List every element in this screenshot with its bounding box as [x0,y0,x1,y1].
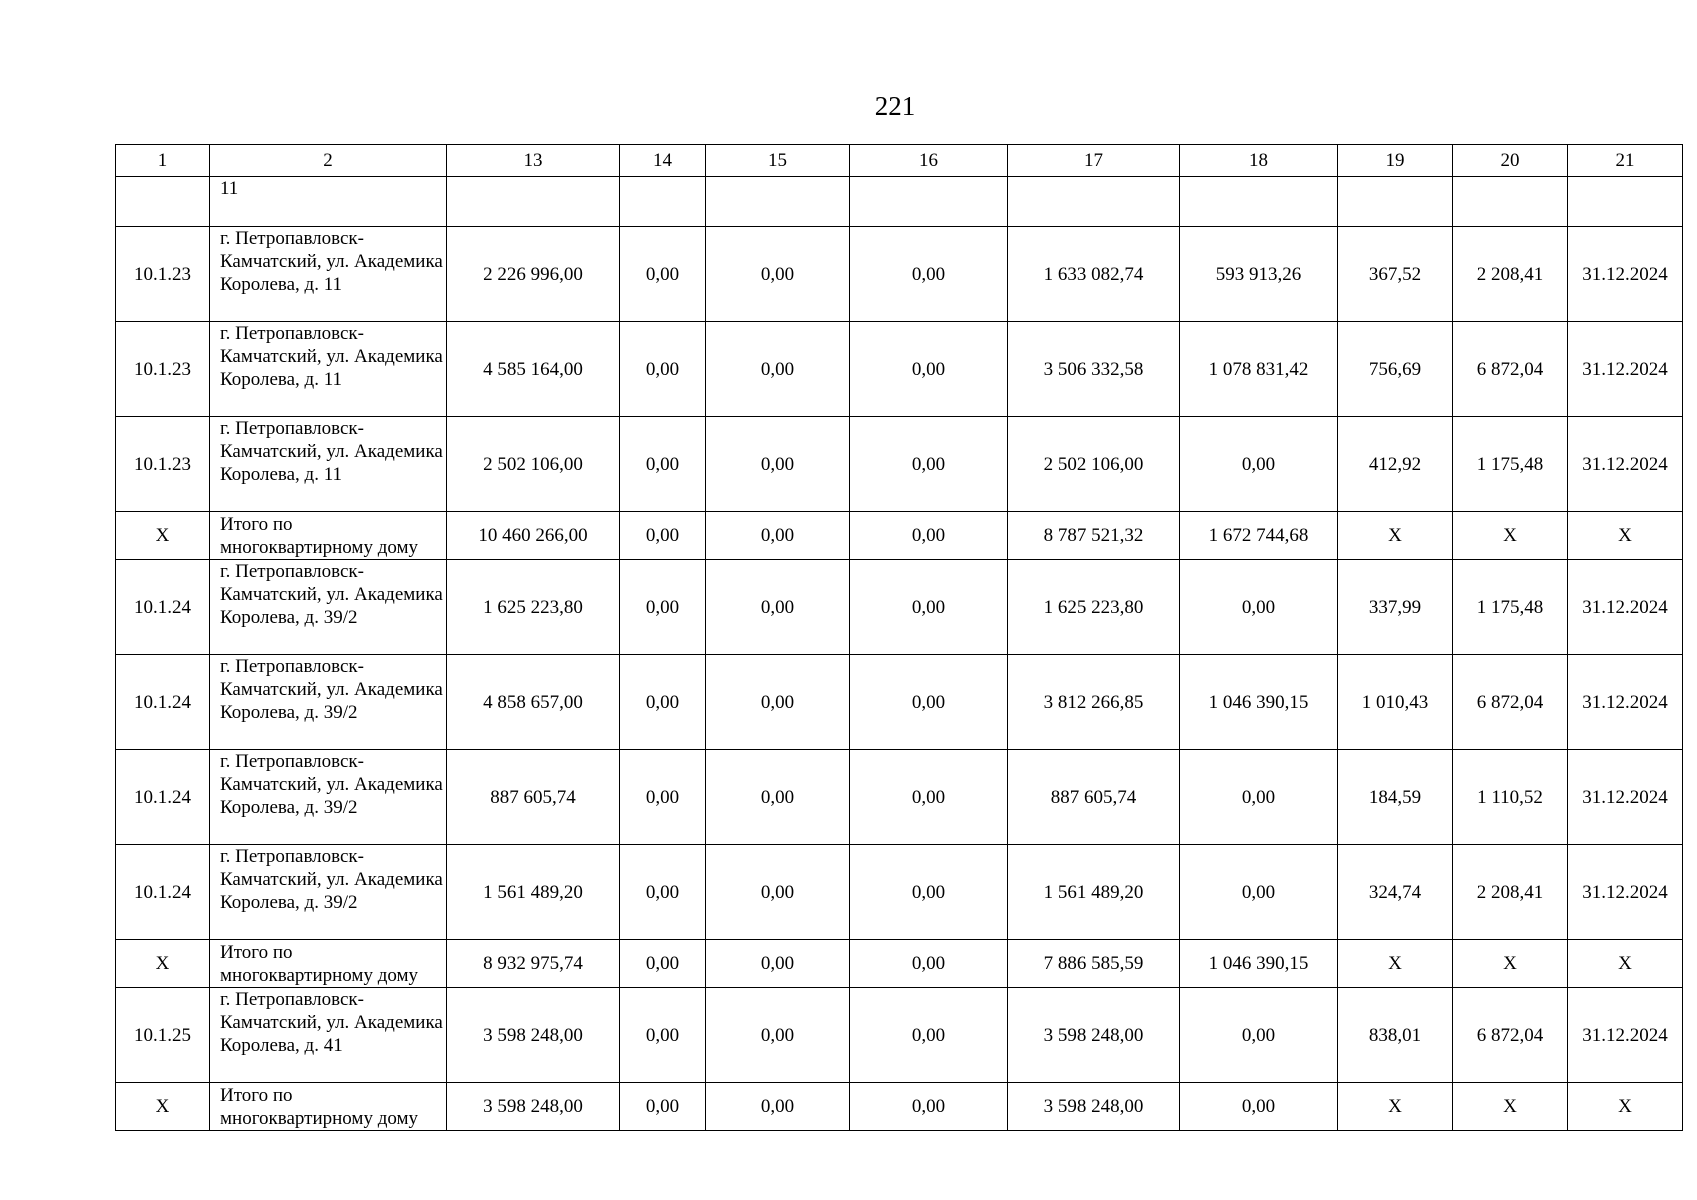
column-header: 17 [1008,145,1180,177]
table-row [116,322,1683,417]
value-cell: 0,00 [706,988,850,1083]
table-row [116,227,1683,322]
value-cell: 0,00 [706,227,850,322]
value-cell: 2 208,41 [1453,845,1568,940]
value-cell: 0,00 [620,988,706,1083]
value-cell: 838,01 [1338,988,1453,1083]
column-header: 20 [1453,145,1568,177]
value-cell: 3 598 248,00 [1008,1083,1180,1131]
value-cell: 0,00 [706,750,850,845]
value-cell: 0,00 [1180,560,1338,655]
table-row [116,177,1683,227]
value-cell: 3 812 266,85 [1008,655,1180,750]
value-cell: 0,00 [850,988,1008,1083]
value-cell: 0,00 [850,560,1008,655]
value-cell: 2 208,41 [1453,227,1568,322]
value-cell: 0,00 [1180,1083,1338,1131]
item-number-cell: 10.1.24 [116,845,210,940]
summary-row [116,512,1683,560]
column-header: 13 [447,145,620,177]
header-row [116,145,1683,177]
value-cell: 31.12.2024 [1568,655,1683,750]
value-cell: 31.12.2024 [1568,988,1683,1083]
value-cell: 1 078 831,42 [1180,322,1338,417]
value-cell: 3 506 332,58 [1008,322,1180,417]
value-cell: 1 561 489,20 [447,845,620,940]
value-cell: 10 460 266,00 [447,512,620,560]
address-cell: г. Петропавловск-Камчатский, ул. Академика Королева, д. 39/2 [210,560,447,655]
value-cell: 31.12.2024 [1568,417,1683,512]
column-header: 19 [1338,145,1453,177]
value-cell: 4 858 657,00 [447,655,620,750]
address-cell: Итого по многоквартирному дому [210,940,447,988]
value-cell [1338,177,1453,227]
table-row [116,560,1683,655]
value-cell: 31.12.2024 [1568,750,1683,845]
value-cell: 0,00 [620,512,706,560]
value-cell: 367,52 [1338,227,1453,322]
item-number-cell: 10.1.23 [116,417,210,512]
value-cell: 1 010,43 [1338,655,1453,750]
item-number-cell: 10.1.25 [116,988,210,1083]
value-cell: 0,00 [850,845,1008,940]
value-cell: 31.12.2024 [1568,845,1683,940]
address-cell: г. Петропавловск-Камчатский, ул. Академика Королева, д. 11 [210,227,447,322]
table-row [116,417,1683,512]
item-number-cell: 10.1.24 [116,750,210,845]
value-cell: 0,00 [620,560,706,655]
value-cell: 412,92 [1338,417,1453,512]
value-cell: 887 605,74 [1008,750,1180,845]
value-cell [620,177,706,227]
item-number-cell: 10.1.23 [116,322,210,417]
value-cell: 31.12.2024 [1568,560,1683,655]
value-cell: Х [1453,940,1568,988]
value-cell: 756,69 [1338,322,1453,417]
column-header: 18 [1180,145,1338,177]
address-cell: г. Петропавловск-Камчатский, ул. Академика Королева, д. 39/2 [210,845,447,940]
column-header: 1 [116,145,210,177]
value-cell: 1 561 489,20 [1008,845,1180,940]
address-cell: Итого по многоквартирному дому [210,1083,447,1131]
value-cell [1180,177,1338,227]
value-cell: 0,00 [850,1083,1008,1131]
value-cell: 1 625 223,80 [1008,560,1180,655]
value-cell: Х [1568,512,1683,560]
value-cell: 1 110,52 [1453,750,1568,845]
value-cell: 593 913,26 [1180,227,1338,322]
value-cell: 1 175,48 [1453,560,1568,655]
address-cell: Итого по многоквартирному дому [210,512,447,560]
value-cell: 0,00 [850,655,1008,750]
item-number-cell: Х [116,512,210,560]
column-header: 21 [1568,145,1683,177]
value-cell: 4 585 164,00 [447,322,620,417]
value-cell: 0,00 [1180,750,1338,845]
value-cell: 324,74 [1338,845,1453,940]
value-cell: 6 872,04 [1453,988,1568,1083]
item-number-cell: Х [116,940,210,988]
column-header: 2 [210,145,447,177]
item-number-cell [116,177,210,227]
value-cell: 1 175,48 [1453,417,1568,512]
value-cell: 0,00 [1180,845,1338,940]
table-row [116,750,1683,845]
table-row [116,655,1683,750]
value-cell: Х [1338,940,1453,988]
item-number-cell: 10.1.24 [116,655,210,750]
item-number-cell: 10.1.23 [116,227,210,322]
column-header: 16 [850,145,1008,177]
value-cell: 0,00 [620,750,706,845]
value-cell: 7 886 585,59 [1008,940,1180,988]
value-cell: 0,00 [850,322,1008,417]
item-number-cell: Х [116,1083,210,1131]
value-cell: 0,00 [620,845,706,940]
value-cell: 2 502 106,00 [1008,417,1180,512]
value-cell: Х [1338,512,1453,560]
table-row [116,845,1683,940]
value-cell: 31.12.2024 [1568,322,1683,417]
value-cell: 0,00 [620,417,706,512]
value-cell: Х [1338,1083,1453,1131]
value-cell: 1 625 223,80 [447,560,620,655]
value-cell: 2 502 106,00 [447,417,620,512]
value-cell: 6 872,04 [1453,322,1568,417]
address-cell: г. Петропавловск-Камчатский, ул. Академика Королева, д. 39/2 [210,750,447,845]
address-cell: 11 [210,177,447,227]
value-cell: 0,00 [706,845,850,940]
value-cell: Х [1568,1083,1683,1131]
address-cell: г. Петропавловск-Камчатский, ул. Академика Королева, д. 39/2 [210,655,447,750]
value-cell: 0,00 [620,1083,706,1131]
value-cell: 0,00 [706,940,850,988]
value-cell: 2 226 996,00 [447,227,620,322]
value-cell: 31.12.2024 [1568,227,1683,322]
value-cell: 337,99 [1338,560,1453,655]
value-cell [447,177,620,227]
address-cell: г. Петропавловск-Камчатский, ул. Академика Королева, д. 11 [210,417,447,512]
value-cell: 3 598 248,00 [447,988,620,1083]
value-cell: 0,00 [850,750,1008,845]
value-cell: 8 787 521,32 [1008,512,1180,560]
value-cell: 184,59 [1338,750,1453,845]
value-cell [1453,177,1568,227]
value-cell: 887 605,74 [447,750,620,845]
value-cell: 0,00 [706,560,850,655]
value-cell [850,177,1008,227]
value-cell: 0,00 [850,940,1008,988]
value-cell: 0,00 [706,322,850,417]
value-cell: 1 046 390,15 [1180,655,1338,750]
value-cell [1568,177,1683,227]
value-cell: Х [1453,1083,1568,1131]
value-cell: 0,00 [706,655,850,750]
value-cell: 0,00 [706,1083,850,1131]
column-header: 15 [706,145,850,177]
value-cell: 0,00 [706,512,850,560]
table-body [116,177,1683,1131]
value-cell: 3 598 248,00 [1008,988,1180,1083]
value-cell: 8 932 975,74 [447,940,620,988]
value-cell: 0,00 [706,417,850,512]
column-header: 14 [620,145,706,177]
value-cell [706,177,850,227]
value-cell [1008,177,1180,227]
value-cell: 1 633 082,74 [1008,227,1180,322]
value-cell: 0,00 [850,227,1008,322]
value-cell: 0,00 [1180,417,1338,512]
value-cell: 0,00 [850,512,1008,560]
value-cell: 0,00 [620,940,706,988]
address-cell: г. Петропавловск-Камчатский, ул. Академика Королева, д. 41 [210,988,447,1083]
value-cell: Х [1568,940,1683,988]
summary-row [116,1083,1683,1131]
data-table [115,144,1683,1131]
address-cell: г. Петропавловск-Камчатский, ул. Академика Королева, д. 11 [210,322,447,417]
summary-row [116,940,1683,988]
value-cell: 0,00 [1180,988,1338,1083]
value-cell: Х [1453,512,1568,560]
value-cell: 0,00 [850,417,1008,512]
value-cell: 1 046 390,15 [1180,940,1338,988]
value-cell: 0,00 [620,655,706,750]
value-cell: 1 672 744,68 [1180,512,1338,560]
item-number-cell: 10.1.24 [116,560,210,655]
value-cell: 0,00 [620,322,706,417]
table-row [116,988,1683,1083]
value-cell: 0,00 [620,227,706,322]
value-cell: 3 598 248,00 [447,1083,620,1131]
page-number: 221 [874,91,916,121]
value-cell: 6 872,04 [1453,655,1568,750]
